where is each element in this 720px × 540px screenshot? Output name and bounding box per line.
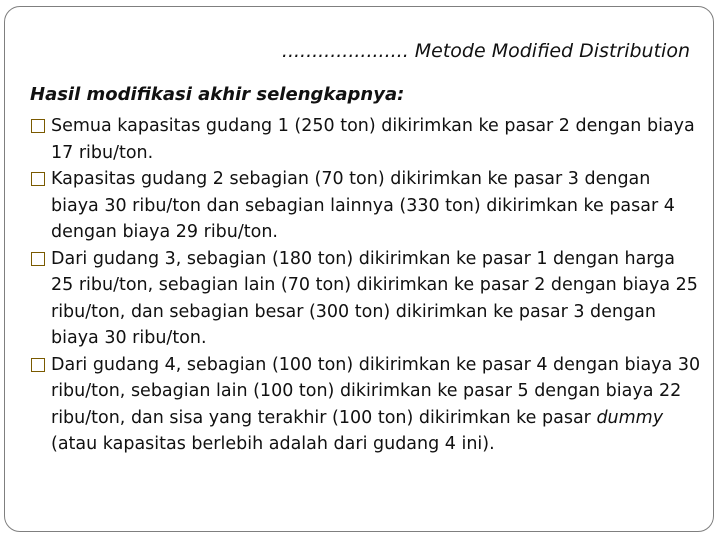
bullet-text: Semua kapasitas gudang 1 (250 ton) dikirimkan ke pasar 2 dengan biaya 17 ribu/ton. bbox=[51, 116, 695, 163]
bullet-text-after: (atau kapasitas berlebih adalah dari gudang 4 ini). bbox=[51, 434, 495, 454]
bullet-emphasis: dummy bbox=[596, 407, 664, 428]
square-bullet-icon bbox=[31, 358, 45, 372]
list-item bbox=[30, 246, 702, 352]
bullet-text-before: Dari gudang 4, sebagian (100 ton) dikirimkan ke pasar 4 dengan biaya 30 ribu/ton, sebagian lain (100 ton) dikirimkan ke pasar 5 dengan biaya 22 ribu/ton, dan sisa yang terakhir (100 ton) dikirimkan ke pasar bbox=[51, 354, 701, 428]
slide-subtitle: Hasil modifikasi akhir selengkapnya: bbox=[30, 84, 405, 105]
bullet-list bbox=[30, 113, 702, 458]
list-item bbox=[30, 166, 702, 246]
square-bullet-icon bbox=[31, 172, 45, 186]
list-item bbox=[30, 352, 702, 458]
square-bullet-icon bbox=[31, 252, 45, 266]
bullet-text: Dari gudang 3, sebagian (180 ton) dikirimkan ke pasar 1 dengan harga 25 ribu/ton, sebagian lain (70 ton) dikirimkan ke pasar 2 dengan biaya 25 ribu/ton, dan sebagian besar (300 ton) dikirimkan ke pasar 3 dengan biaya 30 ribu/ton. bbox=[51, 248, 698, 348]
slide-title: ..................... Metode Modified Distribution bbox=[281, 40, 690, 62]
square-bullet-icon bbox=[31, 119, 45, 133]
bullet-text: Kapasitas gudang 2 sebagian (70 ton) dikirimkan ke pasar 3 dengan biaya 30 ribu/ton dan sebagian lainnya (330 ton) dikirimkan ke pasar 4 dengan biaya 29 ribu/ton. bbox=[51, 169, 675, 242]
list-item bbox=[30, 113, 702, 166]
